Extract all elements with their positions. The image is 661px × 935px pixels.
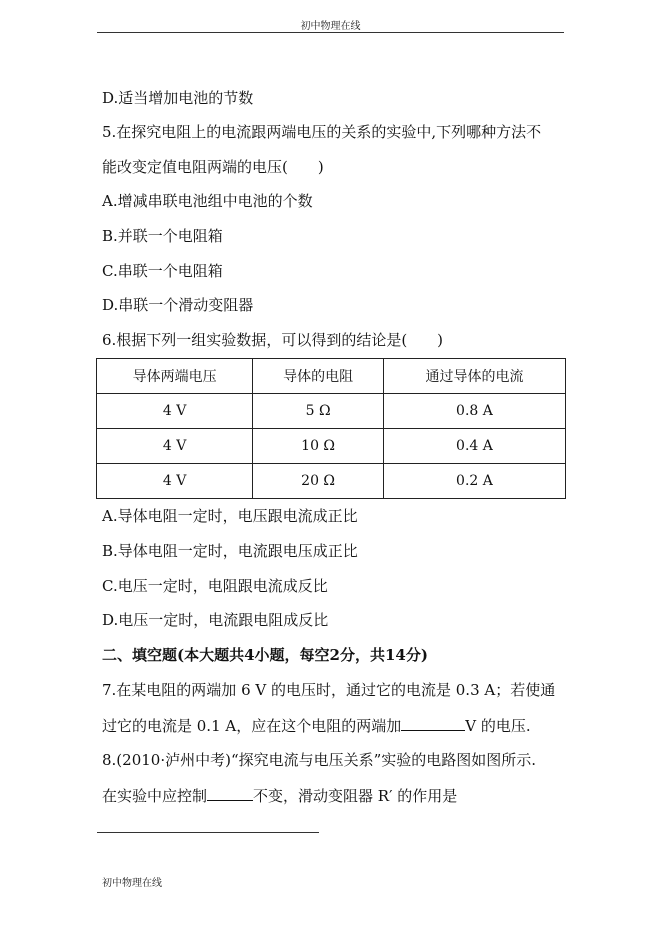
table-cell: 4 V <box>97 464 253 499</box>
q6-option-c: C.电压一定时，电阻跟电流成反比 <box>102 577 328 595</box>
q5-option-a: A.增减串联电池组中电池的个数 <box>102 192 313 210</box>
table-header-cell: 导体的电阻 <box>253 359 384 394</box>
q6-stem: 6.根据下列一组实验数据，可以得到的结论是( ) <box>102 331 444 349</box>
q5-option-c: C.串联一个电阻箱 <box>102 262 223 280</box>
table-header-cell: 导体两端电压 <box>97 359 253 394</box>
q8-line2-text-b: 不变，滑动变阻器 R′ 的作用是 <box>253 787 458 805</box>
q6-option-b: B.导体电阻一定时，电流跟电压成正比 <box>102 542 358 560</box>
q7-line2-text-a: 过它的电流是 0.1 A，应在这个电阻的两端加 <box>102 717 402 735</box>
table-cell: 0.4 A <box>383 429 565 464</box>
q7-line1: 7.在某电阻的两端加 6 V 的电压时，通过它的电流是 0.3 A；若使通 <box>102 681 556 699</box>
table-header-row <box>97 359 566 394</box>
q4-option-d: D.适当增加电池的节数 <box>102 89 254 107</box>
q5-stem-line1: 5.在探究电阻上的电流跟两端电压的关系的实验中,下列哪种方法不 <box>102 123 542 141</box>
q8-line2-text-a: 在实验中应控制 <box>102 787 208 805</box>
q7-line2-text-b: V 的电压. <box>465 717 531 735</box>
page-footer: 初中物理在线 <box>102 878 162 889</box>
q5-option-b: B.并联一个电阻箱 <box>102 227 223 245</box>
table-cell: 0.8 A <box>383 394 565 429</box>
q6-option-a: A.导体电阻一定时，电压跟电流成正比 <box>102 507 358 525</box>
section-title: 二、填空题(本大题共4小题，每空2分，共14分) <box>102 646 428 664</box>
table-row <box>97 464 566 499</box>
page-header: 初中物理在线 <box>300 21 361 32</box>
table-row <box>97 429 566 464</box>
q8-line2 <box>102 785 457 806</box>
footnote-divider <box>97 832 319 833</box>
table-cell: 4 V <box>97 394 253 429</box>
q5-option-d: D.串联一个滑动变阻器 <box>102 296 254 314</box>
table-row <box>97 394 566 429</box>
q6-data-table <box>96 358 566 499</box>
answer-blank[interactable] <box>207 785 253 801</box>
table-cell: 5 Ω <box>253 394 384 429</box>
answer-blank[interactable] <box>401 715 465 731</box>
table-cell: 4 V <box>97 429 253 464</box>
table-header-cell: 通过导体的电流 <box>383 359 565 394</box>
table-cell: 10 Ω <box>253 429 384 464</box>
q6-option-d: D.电压一定时，电流跟电阻成反比 <box>102 611 329 629</box>
table-cell: 20 Ω <box>253 464 384 499</box>
q5-stem-line2: 能改变定值电阻两端的电压( ) <box>102 158 324 176</box>
q8-line1: 8.(2010·泸州中考)“探究电流与电压关系”实验的电路图如图所示. <box>102 751 537 769</box>
header-divider <box>97 32 564 33</box>
table-cell: 0.2 A <box>383 464 565 499</box>
q7-line2 <box>102 715 531 736</box>
